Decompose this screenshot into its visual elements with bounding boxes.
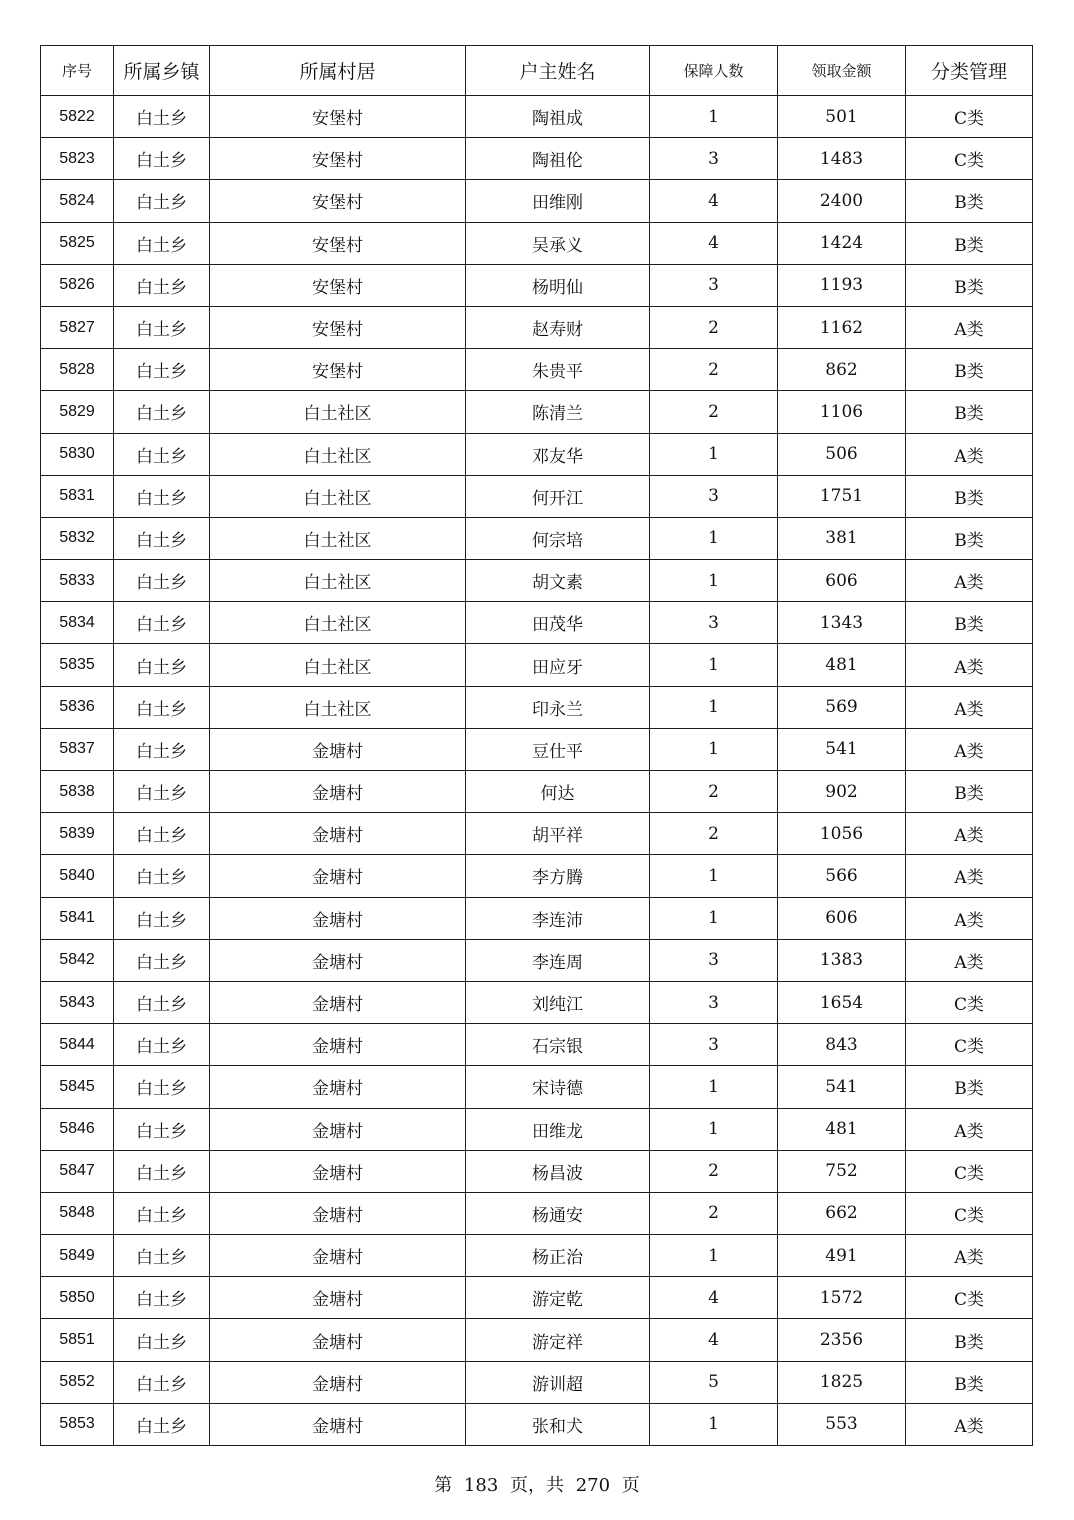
table-row xyxy=(41,306,1033,348)
cell-amount: 569 xyxy=(778,686,906,728)
cell-township: 白土乡 xyxy=(114,264,210,306)
cell-covered-persons: 2 xyxy=(650,1150,778,1192)
cell-householder: 田应牙 xyxy=(466,644,650,686)
cell-village: 金塘村 xyxy=(210,1361,466,1403)
table-row xyxy=(41,180,1033,222)
cell-covered-persons: 1 xyxy=(650,517,778,559)
cell-householder: 刘纯江 xyxy=(466,981,650,1023)
cell-village: 安堡村 xyxy=(210,138,466,180)
cell-village: 白土社区 xyxy=(210,686,466,728)
cell-township: 白土乡 xyxy=(114,349,210,391)
cell-category: A类 xyxy=(906,813,1033,855)
table-row xyxy=(41,349,1033,391)
table-row xyxy=(41,1066,1033,1108)
cell-amount: 1825 xyxy=(778,1361,906,1403)
cell-seq: 5845 xyxy=(41,1066,114,1108)
table-row xyxy=(41,855,1033,897)
cell-seq: 5829 xyxy=(41,391,114,433)
cell-householder: 陶祖成 xyxy=(466,96,650,138)
table-body xyxy=(41,96,1033,1446)
table-row xyxy=(41,1150,1033,1192)
cell-covered-persons: 5 xyxy=(650,1361,778,1403)
cell-amount: 481 xyxy=(778,1108,906,1150)
cell-covered-persons: 2 xyxy=(650,813,778,855)
cell-category: B类 xyxy=(906,180,1033,222)
cell-amount: 541 xyxy=(778,728,906,770)
cell-category: C类 xyxy=(906,981,1033,1023)
cell-category: C类 xyxy=(906,96,1033,138)
cell-village: 金塘村 xyxy=(210,1235,466,1277)
cell-householder: 胡平祥 xyxy=(466,813,650,855)
table-row xyxy=(41,391,1033,433)
cell-covered-persons: 1 xyxy=(650,686,778,728)
header-householder: 户主姓名 xyxy=(466,46,650,96)
header-covered-persons: 保障人数 xyxy=(650,46,778,96)
cell-amount: 662 xyxy=(778,1192,906,1234)
table-row xyxy=(41,96,1033,138)
cell-seq: 5834 xyxy=(41,602,114,644)
cell-seq: 5840 xyxy=(41,855,114,897)
table-row xyxy=(41,1403,1033,1445)
table-row xyxy=(41,644,1033,686)
cell-seq: 5843 xyxy=(41,981,114,1023)
cell-householder: 陶祖伦 xyxy=(466,138,650,180)
cell-amount: 1106 xyxy=(778,391,906,433)
cell-township: 白土乡 xyxy=(114,1192,210,1234)
cell-amount: 501 xyxy=(778,96,906,138)
cell-seq: 5833 xyxy=(41,560,114,602)
cell-township: 白土乡 xyxy=(114,1108,210,1150)
table-header-row xyxy=(41,46,1033,96)
cell-covered-persons: 2 xyxy=(650,391,778,433)
cell-category: B类 xyxy=(906,1361,1033,1403)
cell-category: B类 xyxy=(906,349,1033,391)
cell-seq: 5837 xyxy=(41,728,114,770)
cell-category: B类 xyxy=(906,391,1033,433)
cell-village: 金塘村 xyxy=(210,1192,466,1234)
cell-village: 白土社区 xyxy=(210,602,466,644)
cell-covered-persons: 4 xyxy=(650,222,778,264)
cell-village: 金塘村 xyxy=(210,1108,466,1150)
cell-covered-persons: 1 xyxy=(650,728,778,770)
cell-category: A类 xyxy=(906,897,1033,939)
table-row xyxy=(41,813,1033,855)
table-row xyxy=(41,433,1033,475)
cell-householder: 何达 xyxy=(466,771,650,813)
cell-category: C类 xyxy=(906,1277,1033,1319)
cell-householder: 朱贵平 xyxy=(466,349,650,391)
cell-amount: 843 xyxy=(778,1024,906,1066)
cell-covered-persons: 3 xyxy=(650,1024,778,1066)
cell-category: B类 xyxy=(906,222,1033,264)
relief-recipient-table xyxy=(40,45,1033,1446)
cell-category: A类 xyxy=(906,728,1033,770)
cell-covered-persons: 1 xyxy=(650,644,778,686)
cell-seq: 5852 xyxy=(41,1361,114,1403)
cell-township: 白土乡 xyxy=(114,1066,210,1108)
cell-amount: 541 xyxy=(778,1066,906,1108)
cell-category: A类 xyxy=(906,1108,1033,1150)
cell-householder: 杨正治 xyxy=(466,1235,650,1277)
table-row xyxy=(41,1192,1033,1234)
cell-village: 白土社区 xyxy=(210,560,466,602)
cell-seq: 5825 xyxy=(41,222,114,264)
cell-category: C类 xyxy=(906,138,1033,180)
cell-covered-persons: 2 xyxy=(650,306,778,348)
cell-amount: 606 xyxy=(778,897,906,939)
cell-covered-persons: 1 xyxy=(650,560,778,602)
cell-householder: 游定祥 xyxy=(466,1319,650,1361)
cell-township: 白土乡 xyxy=(114,138,210,180)
cell-householder: 何宗培 xyxy=(466,517,650,559)
cell-amount: 606 xyxy=(778,560,906,602)
cell-village: 安堡村 xyxy=(210,306,466,348)
cell-category: A类 xyxy=(906,644,1033,686)
cell-township: 白土乡 xyxy=(114,644,210,686)
table-row xyxy=(41,686,1033,728)
cell-seq: 5849 xyxy=(41,1235,114,1277)
cell-seq: 5851 xyxy=(41,1319,114,1361)
cell-village: 金塘村 xyxy=(210,939,466,981)
header-township: 所属乡镇 xyxy=(114,46,210,96)
cell-covered-persons: 4 xyxy=(650,180,778,222)
cell-category: A类 xyxy=(906,433,1033,475)
cell-seq: 5831 xyxy=(41,475,114,517)
cell-township: 白土乡 xyxy=(114,96,210,138)
cell-covered-persons: 3 xyxy=(650,475,778,517)
cell-householder: 李连沛 xyxy=(466,897,650,939)
table-row xyxy=(41,138,1033,180)
cell-householder: 杨昌波 xyxy=(466,1150,650,1192)
cell-village: 金塘村 xyxy=(210,1403,466,1445)
table-row xyxy=(41,1235,1033,1277)
table-row xyxy=(41,981,1033,1023)
cell-village: 白土社区 xyxy=(210,475,466,517)
table-row xyxy=(41,264,1033,306)
cell-seq: 5853 xyxy=(41,1403,114,1445)
cell-householder: 陈清兰 xyxy=(466,391,650,433)
cell-householder: 何开江 xyxy=(466,475,650,517)
cell-village: 金塘村 xyxy=(210,728,466,770)
cell-amount: 752 xyxy=(778,1150,906,1192)
header-amount: 领取金额 xyxy=(778,46,906,96)
header-category: 分类管理 xyxy=(906,46,1033,96)
table-row xyxy=(41,560,1033,602)
cell-amount: 1056 xyxy=(778,813,906,855)
cell-covered-persons: 1 xyxy=(650,897,778,939)
cell-covered-persons: 1 xyxy=(650,855,778,897)
cell-seq: 5822 xyxy=(41,96,114,138)
cell-category: B类 xyxy=(906,602,1033,644)
cell-township: 白土乡 xyxy=(114,1361,210,1403)
cell-category: A类 xyxy=(906,939,1033,981)
cell-seq: 5824 xyxy=(41,180,114,222)
cell-village: 金塘村 xyxy=(210,771,466,813)
cell-category: B类 xyxy=(906,1066,1033,1108)
cell-amount: 506 xyxy=(778,433,906,475)
cell-amount: 1572 xyxy=(778,1277,906,1319)
table-row xyxy=(41,1108,1033,1150)
cell-village: 金塘村 xyxy=(210,855,466,897)
cell-amount: 1193 xyxy=(778,264,906,306)
cell-seq: 5848 xyxy=(41,1192,114,1234)
table-row xyxy=(41,771,1033,813)
cell-seq: 5835 xyxy=(41,644,114,686)
cell-amount: 1162 xyxy=(778,306,906,348)
cell-township: 白土乡 xyxy=(114,939,210,981)
cell-covered-persons: 1 xyxy=(650,1235,778,1277)
cell-category: A类 xyxy=(906,560,1033,602)
cell-covered-persons: 3 xyxy=(650,602,778,644)
cell-seq: 5846 xyxy=(41,1108,114,1150)
cell-township: 白土乡 xyxy=(114,981,210,1023)
cell-township: 白土乡 xyxy=(114,560,210,602)
cell-householder: 宋诗德 xyxy=(466,1066,650,1108)
cell-householder: 张和犬 xyxy=(466,1403,650,1445)
table-row xyxy=(41,602,1033,644)
cell-village: 金塘村 xyxy=(210,1024,466,1066)
cell-householder: 李方腾 xyxy=(466,855,650,897)
cell-amount: 491 xyxy=(778,1235,906,1277)
cell-amount: 1654 xyxy=(778,981,906,1023)
cell-covered-persons: 2 xyxy=(650,771,778,813)
cell-township: 白土乡 xyxy=(114,1235,210,1277)
cell-covered-persons: 1 xyxy=(650,1403,778,1445)
cell-covered-persons: 1 xyxy=(650,1066,778,1108)
cell-village: 金塘村 xyxy=(210,1277,466,1319)
cell-householder: 石宗银 xyxy=(466,1024,650,1066)
cell-amount: 1751 xyxy=(778,475,906,517)
cell-householder: 李连周 xyxy=(466,939,650,981)
cell-seq: 5847 xyxy=(41,1150,114,1192)
cell-covered-persons: 4 xyxy=(650,1319,778,1361)
cell-village: 安堡村 xyxy=(210,96,466,138)
cell-township: 白土乡 xyxy=(114,1403,210,1445)
cell-covered-persons: 3 xyxy=(650,981,778,1023)
cell-amount: 1383 xyxy=(778,939,906,981)
cell-householder: 田维龙 xyxy=(466,1108,650,1150)
cell-amount: 566 xyxy=(778,855,906,897)
table-row xyxy=(41,475,1033,517)
cell-township: 白土乡 xyxy=(114,517,210,559)
table-row xyxy=(41,1277,1033,1319)
cell-category: A类 xyxy=(906,1235,1033,1277)
cell-township: 白土乡 xyxy=(114,686,210,728)
cell-township: 白土乡 xyxy=(114,602,210,644)
cell-township: 白土乡 xyxy=(114,391,210,433)
cell-seq: 5832 xyxy=(41,517,114,559)
cell-householder: 杨通安 xyxy=(466,1192,650,1234)
table-row xyxy=(41,897,1033,939)
cell-category: B类 xyxy=(906,517,1033,559)
cell-householder: 杨明仙 xyxy=(466,264,650,306)
cell-covered-persons: 4 xyxy=(650,1277,778,1319)
cell-householder: 田茂华 xyxy=(466,602,650,644)
cell-category: A类 xyxy=(906,1403,1033,1445)
cell-householder: 游定乾 xyxy=(466,1277,650,1319)
cell-seq: 5826 xyxy=(41,264,114,306)
cell-householder: 豆仕平 xyxy=(466,728,650,770)
cell-village: 金塘村 xyxy=(210,1150,466,1192)
cell-covered-persons: 3 xyxy=(650,138,778,180)
cell-covered-persons: 2 xyxy=(650,1192,778,1234)
cell-category: A类 xyxy=(906,686,1033,728)
cell-category: B类 xyxy=(906,264,1033,306)
cell-amount: 1483 xyxy=(778,138,906,180)
cell-township: 白土乡 xyxy=(114,855,210,897)
table-row xyxy=(41,939,1033,981)
cell-covered-persons: 2 xyxy=(650,349,778,391)
cell-category: C类 xyxy=(906,1192,1033,1234)
header-seq: 序号 xyxy=(41,46,114,96)
cell-village: 白土社区 xyxy=(210,644,466,686)
page-number: 第 183 页，共 270 页 xyxy=(434,1475,640,1496)
cell-householder: 吴承义 xyxy=(466,222,650,264)
cell-amount: 1343 xyxy=(778,602,906,644)
cell-township: 白土乡 xyxy=(114,222,210,264)
cell-village: 金塘村 xyxy=(210,981,466,1023)
cell-householder: 赵寿财 xyxy=(466,306,650,348)
cell-amount: 553 xyxy=(778,1403,906,1445)
cell-village: 安堡村 xyxy=(210,180,466,222)
cell-village: 金塘村 xyxy=(210,897,466,939)
cell-township: 白土乡 xyxy=(114,475,210,517)
cell-category: B类 xyxy=(906,1319,1033,1361)
cell-township: 白土乡 xyxy=(114,728,210,770)
cell-township: 白土乡 xyxy=(114,771,210,813)
table-row xyxy=(41,517,1033,559)
table-row xyxy=(41,1024,1033,1066)
cell-village: 金塘村 xyxy=(210,1066,466,1108)
cell-amount: 862 xyxy=(778,349,906,391)
table-row xyxy=(41,728,1033,770)
cell-householder: 游训超 xyxy=(466,1361,650,1403)
cell-seq: 5828 xyxy=(41,349,114,391)
cell-township: 白土乡 xyxy=(114,897,210,939)
cell-category: A类 xyxy=(906,306,1033,348)
cell-village: 白土社区 xyxy=(210,391,466,433)
cell-covered-persons: 3 xyxy=(650,264,778,306)
cell-village: 白土社区 xyxy=(210,433,466,475)
cell-village: 安堡村 xyxy=(210,349,466,391)
cell-seq: 5842 xyxy=(41,939,114,981)
cell-seq: 5823 xyxy=(41,138,114,180)
cell-amount: 1424 xyxy=(778,222,906,264)
cell-seq: 5830 xyxy=(41,433,114,475)
cell-seq: 5838 xyxy=(41,771,114,813)
cell-covered-persons: 1 xyxy=(650,96,778,138)
cell-township: 白土乡 xyxy=(114,306,210,348)
cell-householder: 胡文素 xyxy=(466,560,650,602)
cell-township: 白土乡 xyxy=(114,180,210,222)
cell-amount: 481 xyxy=(778,644,906,686)
cell-category: A类 xyxy=(906,855,1033,897)
cell-village: 白土社区 xyxy=(210,517,466,559)
cell-householder: 印永兰 xyxy=(466,686,650,728)
cell-township: 白土乡 xyxy=(114,1024,210,1066)
cell-category: C类 xyxy=(906,1024,1033,1066)
cell-category: C类 xyxy=(906,1150,1033,1192)
cell-amount: 2356 xyxy=(778,1319,906,1361)
cell-amount: 2400 xyxy=(778,180,906,222)
cell-seq: 5844 xyxy=(41,1024,114,1066)
cell-village: 安堡村 xyxy=(210,264,466,306)
cell-amount: 902 xyxy=(778,771,906,813)
cell-seq: 5850 xyxy=(41,1277,114,1319)
cell-amount: 381 xyxy=(778,517,906,559)
cell-seq: 5841 xyxy=(41,897,114,939)
cell-seq: 5839 xyxy=(41,813,114,855)
cell-seq: 5836 xyxy=(41,686,114,728)
cell-township: 白土乡 xyxy=(114,433,210,475)
cell-covered-persons: 1 xyxy=(650,1108,778,1150)
cell-householder: 邓友华 xyxy=(466,433,650,475)
cell-village: 安堡村 xyxy=(210,222,466,264)
cell-covered-persons: 3 xyxy=(650,939,778,981)
cell-seq: 5827 xyxy=(41,306,114,348)
cell-village: 金塘村 xyxy=(210,1319,466,1361)
cell-township: 白土乡 xyxy=(114,1319,210,1361)
cell-township: 白土乡 xyxy=(114,1150,210,1192)
cell-category: B类 xyxy=(906,771,1033,813)
cell-category: B类 xyxy=(906,475,1033,517)
cell-covered-persons: 1 xyxy=(650,433,778,475)
table-row xyxy=(41,222,1033,264)
table-row xyxy=(41,1319,1033,1361)
table-row xyxy=(41,1361,1033,1403)
cell-township: 白土乡 xyxy=(114,813,210,855)
cell-householder: 田维刚 xyxy=(466,180,650,222)
header-village: 所属村居 xyxy=(210,46,466,96)
cell-township: 白土乡 xyxy=(114,1277,210,1319)
cell-village: 金塘村 xyxy=(210,813,466,855)
